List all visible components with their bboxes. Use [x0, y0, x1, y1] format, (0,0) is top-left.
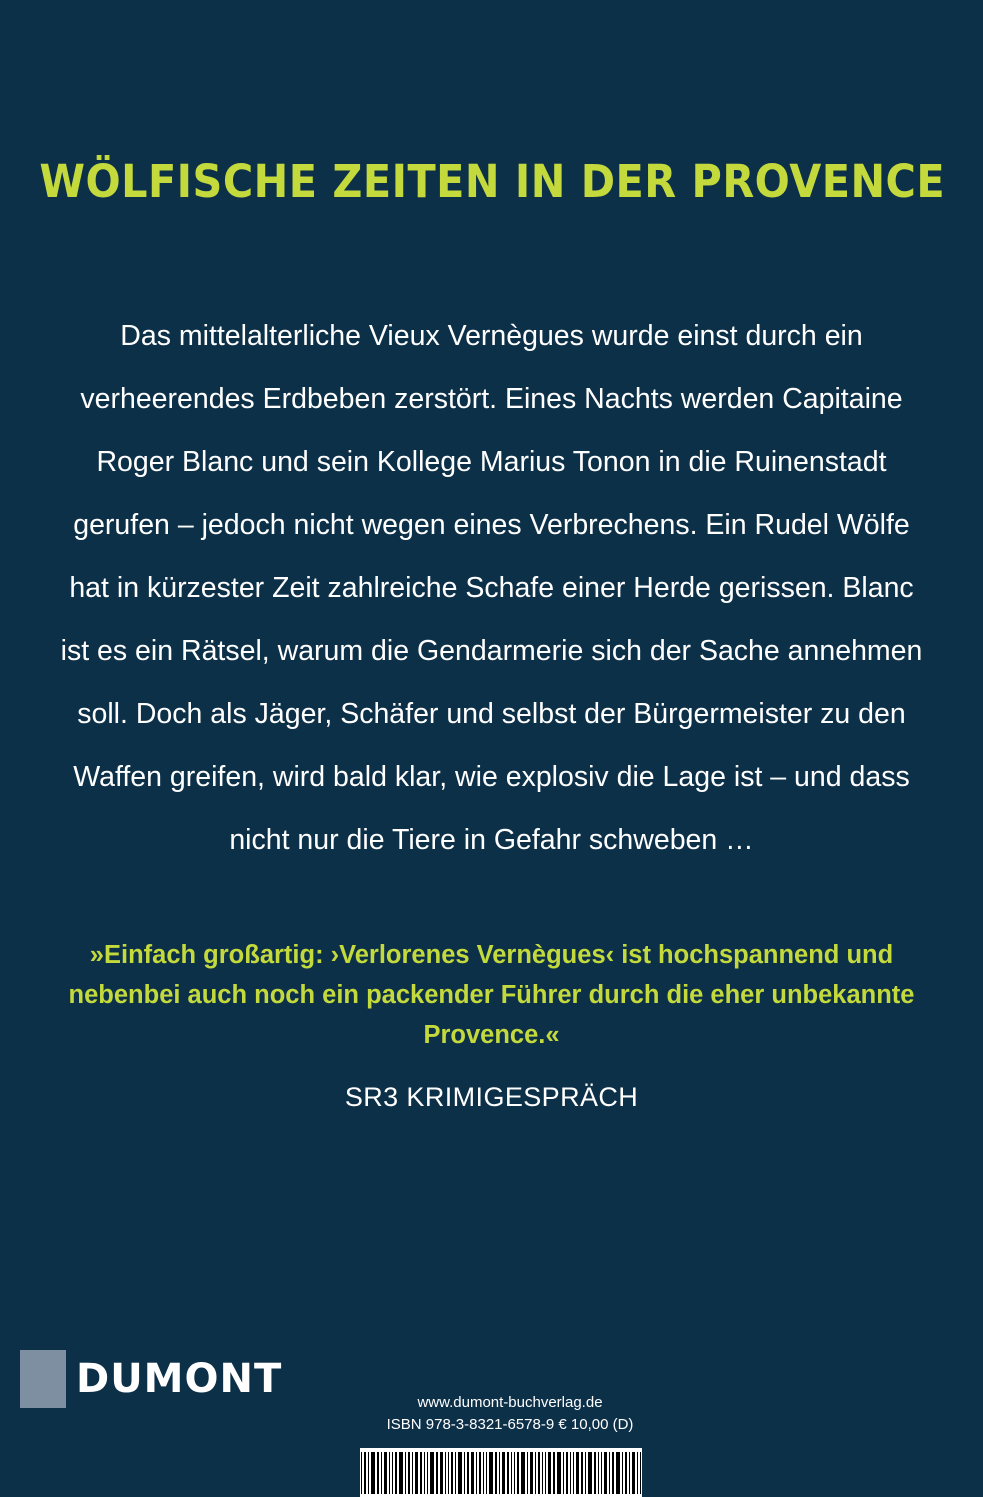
publisher-logo [20, 1350, 282, 1408]
blurb-text [60, 305, 923, 872]
publisher-website: www.dumont-buchverlag.de [417, 1394, 603, 1411]
barcode [360, 1448, 642, 1497]
page-title: WÖLFISCHE ZEITEN IN DER PROVENCE [39, 155, 946, 208]
review-quote-source: SR3 KRIMIGESPRÄCH [344, 1082, 639, 1112]
logo-square-icon [20, 1350, 66, 1408]
imprint-block [300, 1392, 720, 1436]
barcode-bars [360, 1448, 642, 1497]
blurb-paragraph: Das mittelalterliche Vieux Vernègues wurde einst durch ein verheerendes Erdbeben zerstört. Eines Nachts werden Capitaine Roger Blanc und sein Kollege Marius Tonon in die Ruinenstadt gerufen – jedoch nicht wegen eines Verbrechens. Ein Rudel Wölfe hat in kürzester Zeit zahlreiche Schafe einer Herde gerissen. Blanc ist es ein Rätsel, warum die Gendarmerie sich der Sache annehmen soll. Doch als Jäger, Schäfer und selbst der Bürgermeister zu den Waffen greifen, wird bald klar, wie explosiv die Lage ist – und dass nicht nur die Tiere in Gefahr schweben … [60, 320, 923, 856]
publisher-name: DUMONT [76, 1356, 283, 1402]
review-quote-text: »Einfach großartig: ›Verlorenes Vernègues‹ ist hochspannend und nebenbei auch noch ein packender Führer durch die eher unbekannte Provence.« [68, 941, 915, 1049]
review-quote [60, 935, 923, 1055]
isbn-price: ISBN 978-3-8321-6578-9 € 10,00 (D) [386, 1416, 634, 1433]
